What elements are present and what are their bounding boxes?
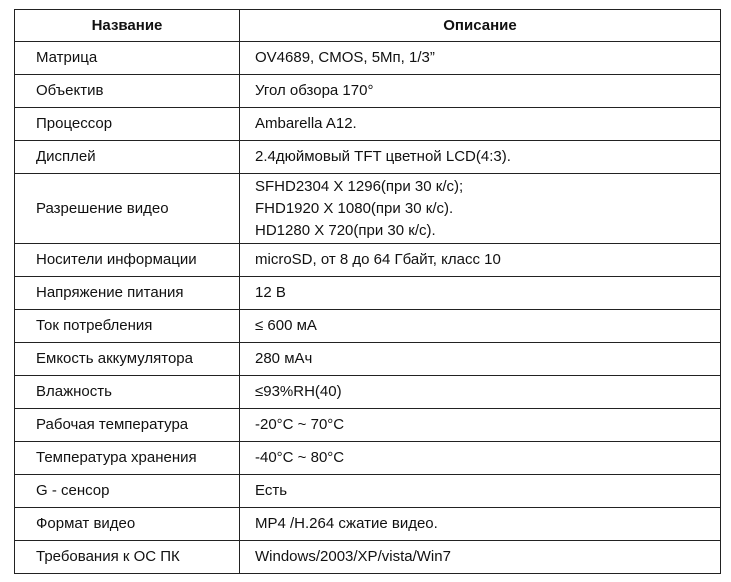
header-description: Описание xyxy=(240,10,721,42)
spec-description-line: Угол обзора 170° xyxy=(255,82,374,99)
table-row xyxy=(15,174,721,244)
spec-description-line: Windows/2003/XP/vista/Win7 xyxy=(255,548,451,565)
spec-name-cell: Емкость аккумулятора xyxy=(15,343,240,376)
spec-name-cell: G - сенсор xyxy=(15,475,240,508)
spec-description-line: Ambarella A12. xyxy=(255,115,357,132)
spec-name-cell: Носители информации xyxy=(15,244,240,277)
spec-name-cell: Напряжение питания xyxy=(15,277,240,310)
spec-name-cell: Влажность xyxy=(15,376,240,409)
spec-description-line: HD1280 X 720(при 30 к/с). xyxy=(255,221,436,239)
spec-description-cell xyxy=(240,141,721,174)
spec-description-cell xyxy=(240,310,721,343)
spec-description-line: Есть xyxy=(255,482,288,499)
spec-description-cell xyxy=(240,508,721,541)
table-row xyxy=(15,475,721,508)
spec-name-cell: Температура хранения xyxy=(15,442,240,475)
table-row xyxy=(15,310,721,343)
spec-description-cell xyxy=(240,541,721,574)
spec-description-cell xyxy=(240,343,721,376)
cropped-heading-fragment xyxy=(0,0,731,7)
table-row xyxy=(15,277,721,310)
table-row xyxy=(15,442,721,475)
spec-description-cell xyxy=(240,277,721,310)
spec-name-cell: Дисплей xyxy=(15,141,240,174)
spec-description-line: 280 мАч xyxy=(255,350,313,367)
table-row xyxy=(15,508,721,541)
spec-description-line: 2.4дюймовый TFT цветной LCD(4:3). xyxy=(255,148,511,165)
spec-description-cell xyxy=(240,475,721,508)
spec-description-line: -40°C ~ 80°C xyxy=(255,449,345,466)
spec-table-body xyxy=(15,42,721,574)
spec-description-line: microSD, от 8 до 64 Гбайт, класс 10 xyxy=(255,251,501,268)
spec-description-cell xyxy=(240,75,721,108)
table-row xyxy=(15,141,721,174)
spec-name-cell: Формат видео xyxy=(15,508,240,541)
table-row xyxy=(15,108,721,141)
spec-description-cell xyxy=(240,244,721,277)
spec-description-cell xyxy=(240,442,721,475)
spec-name-cell: Рабочая температура xyxy=(15,409,240,442)
table-row xyxy=(15,376,721,409)
spec-description-cell xyxy=(240,174,721,244)
spec-name-cell: Требования к ОС ПК xyxy=(15,541,240,574)
spec-name-cell: Матрица xyxy=(15,42,240,75)
table-row xyxy=(15,343,721,376)
spec-description-line: MP4 /H.264 сжатие видео. xyxy=(255,515,438,532)
spec-description-cell xyxy=(240,108,721,141)
spec-table xyxy=(14,9,721,574)
spec-description-line: FHD1920 X 1080(при 30 к/с). xyxy=(255,199,454,217)
table-row xyxy=(15,42,721,75)
spec-description-line: 12 В xyxy=(255,284,286,301)
spec-description-line: ≤ 600 мА xyxy=(255,317,317,334)
spec-description-line: -20°C ~ 70°C xyxy=(255,416,345,433)
spec-name-cell: Объектив xyxy=(15,75,240,108)
table-row xyxy=(15,75,721,108)
spec-description-cell xyxy=(240,42,721,75)
spec-name-cell: Разрешение видео xyxy=(15,174,240,244)
spec-name-cell: Процессор xyxy=(15,108,240,141)
spec-description-line: SFHD2304 X 1296(при 30 к/с); xyxy=(255,177,464,195)
table-row xyxy=(15,244,721,277)
spec-name-cell: Ток потребления xyxy=(15,310,240,343)
spec-description-line: ≤93%RH(40) xyxy=(255,383,342,400)
spec-description-line: OV4689, CMOS, 5Мп, 1/3” xyxy=(255,49,435,66)
header-name: Название xyxy=(15,10,240,42)
table-row xyxy=(15,541,721,574)
spec-description-cell xyxy=(240,376,721,409)
table-row xyxy=(15,409,721,442)
spec-description-cell xyxy=(240,409,721,442)
table-header-row xyxy=(15,10,721,42)
